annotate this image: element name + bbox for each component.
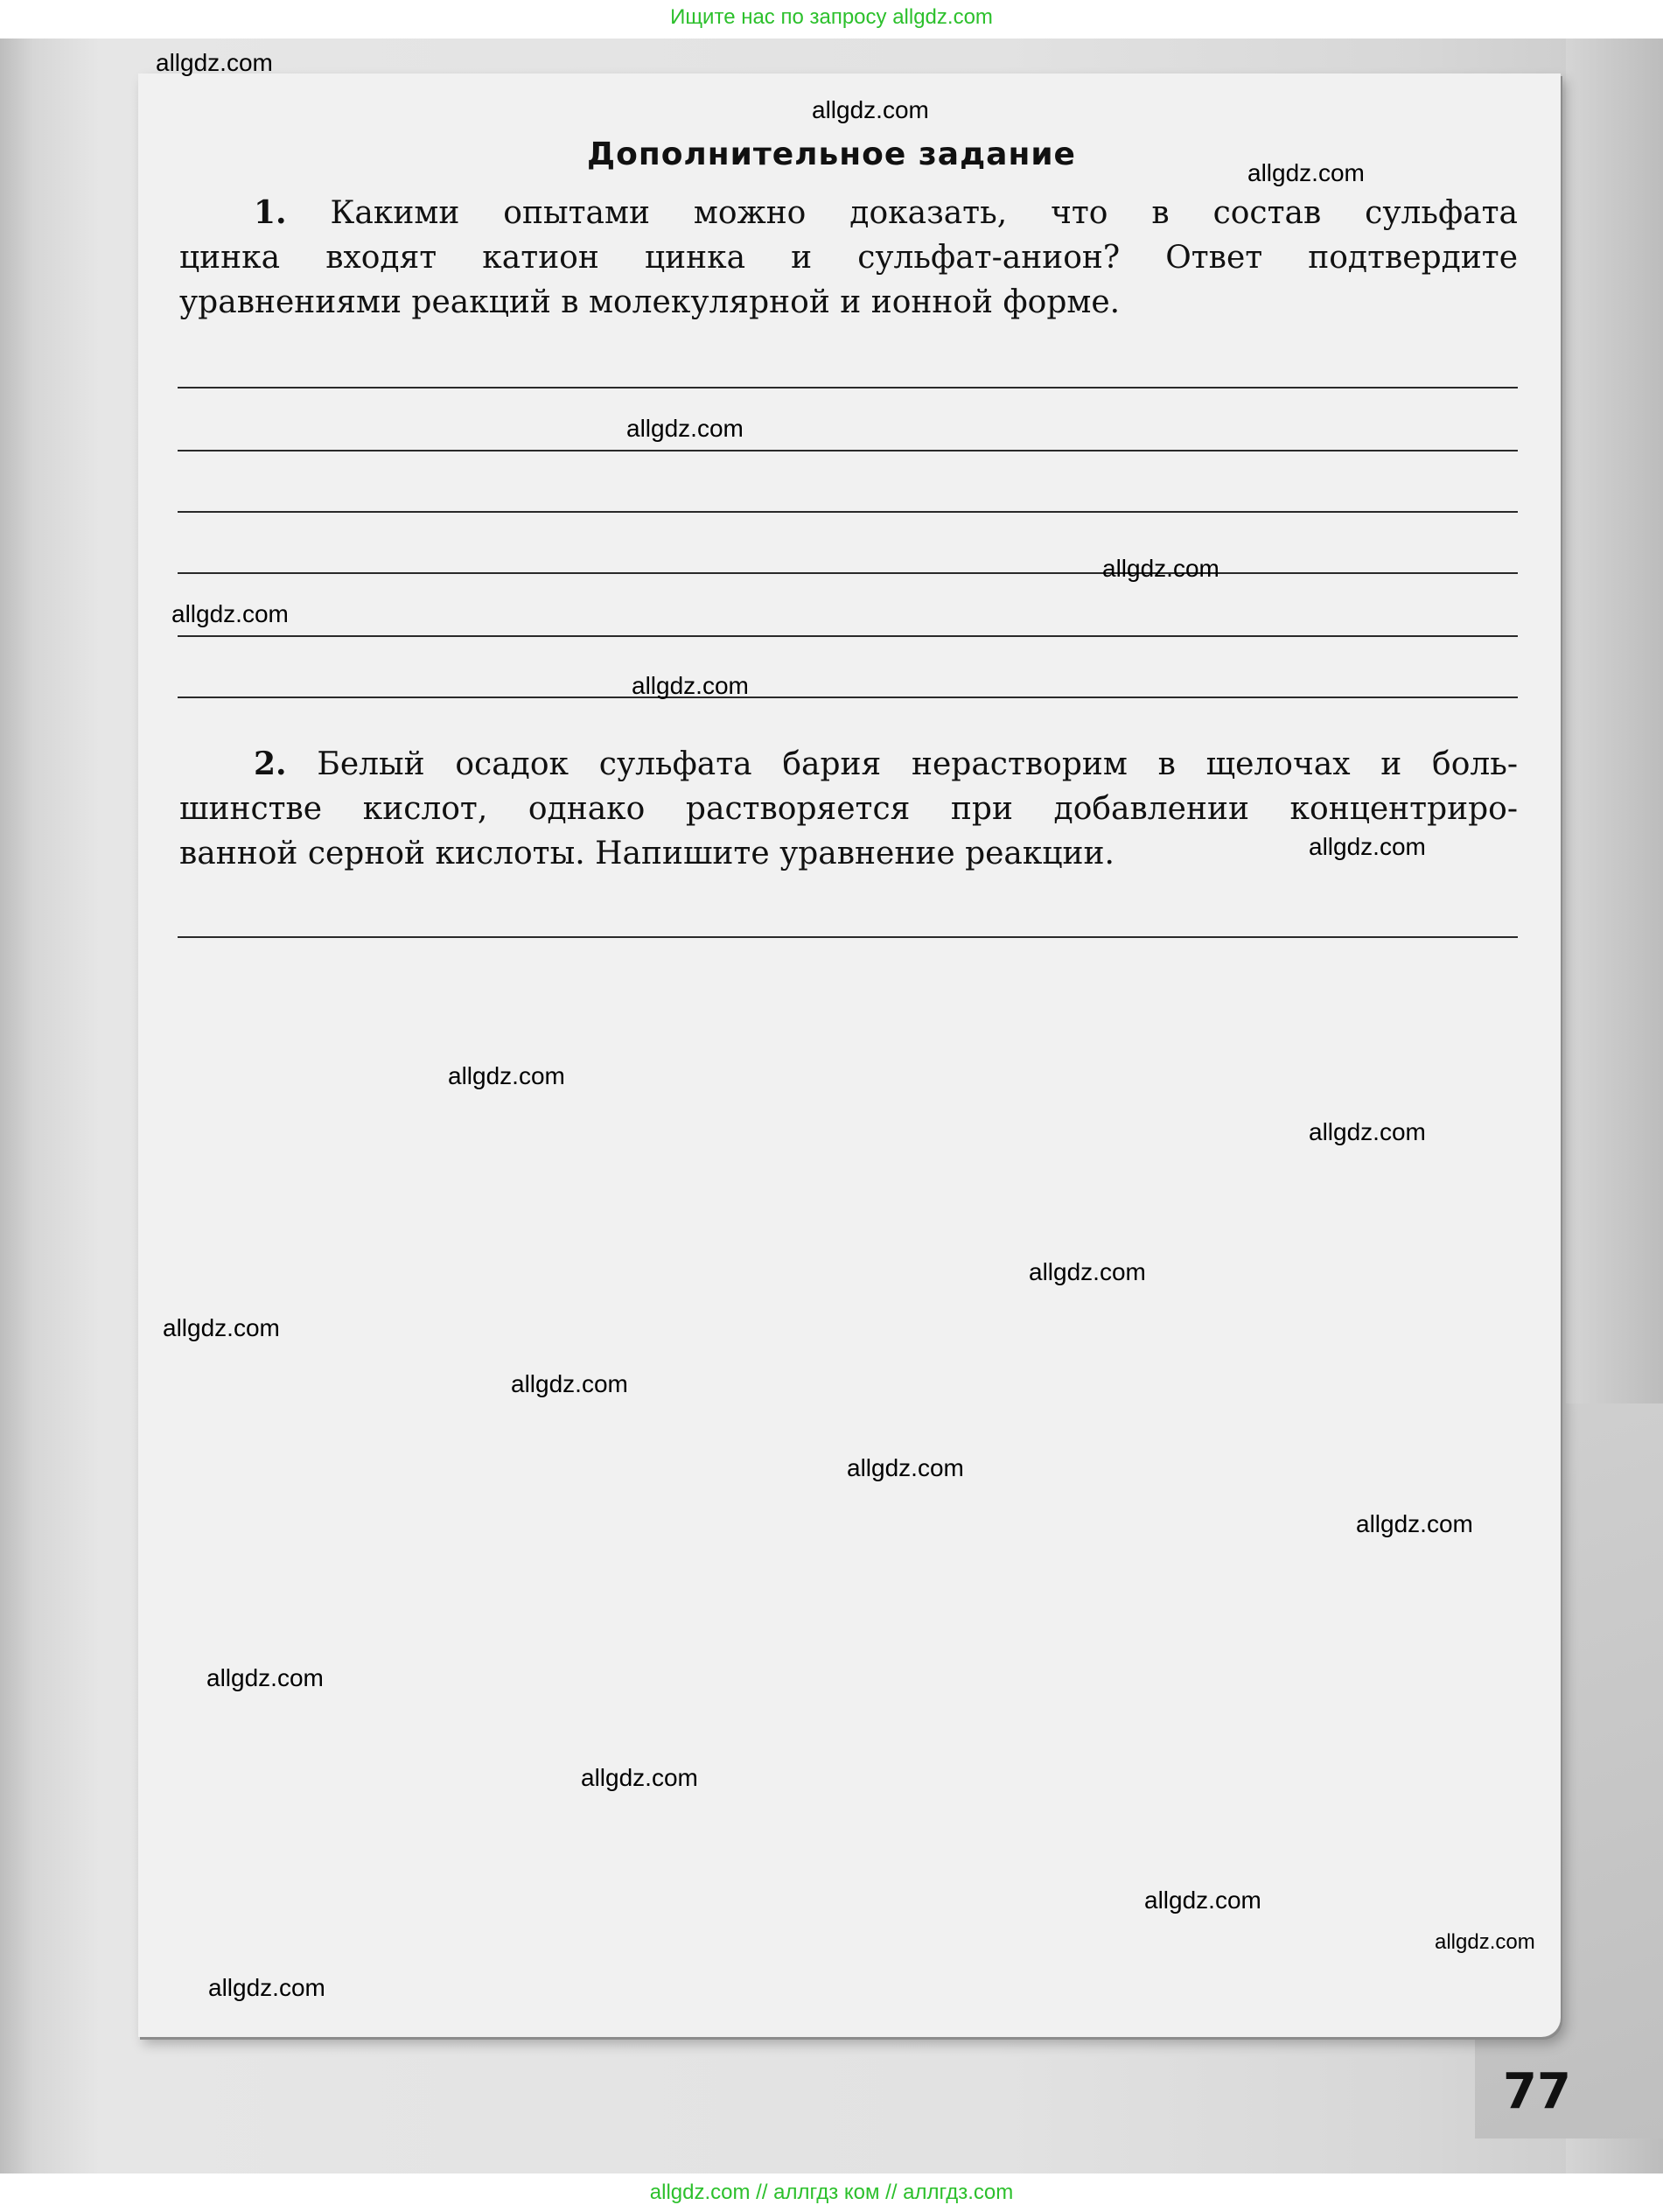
watermark: allgdz.com <box>1356 1510 1473 1537</box>
footer-links[interactable]: allgdz.com // аллгдз ком // аллгдз.com <box>0 2174 1663 2212</box>
top-banner[interactable]: Ищите нас по запросу allgdz.com <box>670 5 993 29</box>
watermark: allgdz.com <box>1102 555 1219 582</box>
task-2-line-2: шинстве кислот, однако растворяется при добавлении концентриро- <box>179 791 1518 827</box>
watermark: allgdz.com <box>812 96 929 123</box>
watermark: allgdz.com <box>1309 833 1426 860</box>
answer-line[interactable] <box>178 572 1518 574</box>
watermark: allgdz.com <box>847 1454 964 1481</box>
task-1 <box>179 191 1518 325</box>
answer-line[interactable] <box>178 696 1518 698</box>
watermark: allgdz.com <box>1144 1886 1261 1914</box>
workbook-page <box>138 74 1561 2037</box>
watermark: allgdz.com <box>206 1664 324 1691</box>
task-1-number: 1. <box>254 194 287 231</box>
task-2-number: 2. <box>254 746 287 782</box>
watermark: allgdz.com <box>581 1764 698 1791</box>
answer-line[interactable] <box>178 511 1518 513</box>
answer-line[interactable] <box>178 936 1518 938</box>
answer-line[interactable] <box>178 387 1518 388</box>
watermark: allgdz.com <box>156 49 273 76</box>
section-heading: Дополнительное задание <box>587 136 1076 172</box>
watermark: allgdz.com <box>511 1370 628 1397</box>
watermark: allgdz.com <box>1435 1930 1535 1954</box>
watermark: allgdz.com <box>1247 159 1365 186</box>
task-1-line-3: уравнениями реакций в молекулярной и ионной форме. <box>179 284 1121 320</box>
watermark: allgdz.com <box>1309 1118 1426 1145</box>
watermark: allgdz.com <box>626 415 744 442</box>
page-number: 77 <box>1503 2063 1571 2120</box>
watermark: allgdz.com <box>1029 1258 1146 1285</box>
task-1-line-1: 1. Какими опытами можно доказать, что в состав сульфата <box>254 194 1518 231</box>
watermark: allgdz.com <box>163 1314 280 1341</box>
task-2-line-1: 2. Белый осадок сульфата бария нерастворим в щелочах и боль- <box>254 746 1519 782</box>
task-1-line-2: цинка входят катион цинка и сульфат-анион? Ответ подтвердите <box>179 240 1518 276</box>
watermark: allgdz.com <box>208 1974 325 2001</box>
answer-line[interactable] <box>178 635 1518 637</box>
task-2-line-3: ванной серной кислоты. Напишите уравнение реакции. <box>179 836 1114 872</box>
watermark: allgdz.com <box>632 672 749 699</box>
answer-line[interactable] <box>178 450 1518 452</box>
watermark: allgdz.com <box>448 1062 565 1089</box>
watermark: allgdz.com <box>171 600 289 627</box>
